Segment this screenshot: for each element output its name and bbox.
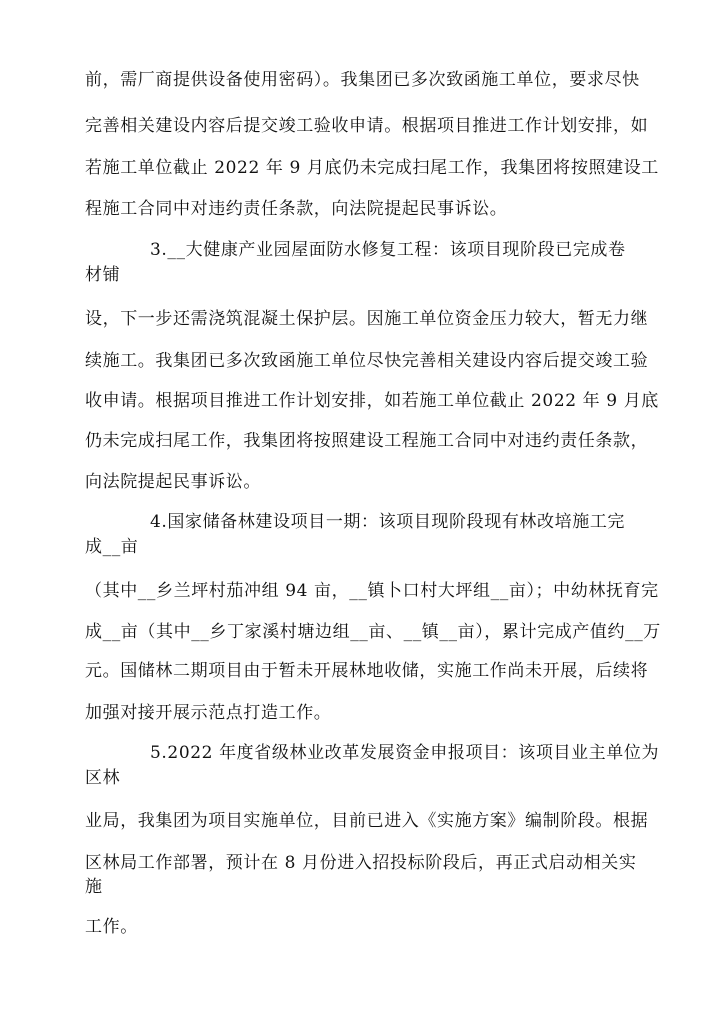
paragraph-line: （其中__乡兰坪村茄冲组 94 亩，__镇卜口村大坪组__亩）；中幼林抚育完 bbox=[85, 581, 659, 601]
paragraph-line: 区林局工作部署，预计在 8 月份进入招投标阶段后，再正式启动相关实 bbox=[85, 853, 637, 873]
paragraph-line: 材铺 bbox=[85, 265, 121, 285]
paragraph-line: 施 bbox=[85, 877, 103, 897]
item-3-heading: 3.__大健康产业园屋面防水修复工程：该项目现阶段已完成卷 bbox=[150, 240, 626, 260]
paragraph-line: 成__亩（其中__乡丁家溪村塘边组__亩、__镇__亩），累计完成产值约__万 bbox=[85, 622, 661, 642]
item-5-heading: 5.2022 年度省级林业改革发展资金申报项目：该项目业主单位为 bbox=[150, 743, 660, 763]
paragraph-line: 加强对接开展示范点打造工作。 bbox=[85, 703, 332, 723]
paragraph-line: 收申请。根据项目推进工作计划安排，如若施工单位截止 2022 年 9 月底 bbox=[85, 391, 659, 411]
paragraph-line: 完善相关建设内容后提交竣工验收申请。根据项目推进工作计划安排，如 bbox=[85, 116, 649, 136]
paragraph-line: 若施工单位截止 2022 年 9 月底仍未完成扫尾工作，我集团将按照建设工 bbox=[85, 158, 659, 178]
paragraph-line: 设，下一步还需浇筑混凝土保护层。因施工单位资金压力较大，暂无力继 bbox=[85, 309, 649, 329]
item-4-heading: 4.国家储备林建设项目一期：该项目现阶段现有林改培施工完 bbox=[150, 512, 626, 532]
paragraph-line: 程施工合同中对违约责任条款，向法院提起民事诉讼。 bbox=[85, 199, 508, 219]
paragraph-line: 业局，我集团为项目实施单位，目前已进入《实施方案》编制阶段。根据 bbox=[85, 811, 649, 831]
paragraph-line: 前，需厂商提供设备使用密码）。我集团已多次致函施工单位，要求尽快 bbox=[85, 70, 640, 90]
paragraph-line: 工作。 bbox=[85, 917, 138, 937]
paragraph-line: 元。国储林二期项目由于暂未开展林地收储，实施工作尚未开展，后续将 bbox=[85, 661, 649, 681]
paragraph-line: 成__亩 bbox=[85, 537, 139, 557]
paragraph-line: 向法院提起民事诉讼。 bbox=[85, 472, 261, 492]
paragraph-line: 续施工。我集团已多次致函施工单位尽快完善相关建设内容后提交竣工验 bbox=[85, 351, 649, 371]
paragraph-line: 仍未完成扫尾工作，我集团将按照建设工程施工合同中对违约责任条款， bbox=[85, 431, 649, 451]
paragraph-line: 区林 bbox=[85, 768, 121, 788]
